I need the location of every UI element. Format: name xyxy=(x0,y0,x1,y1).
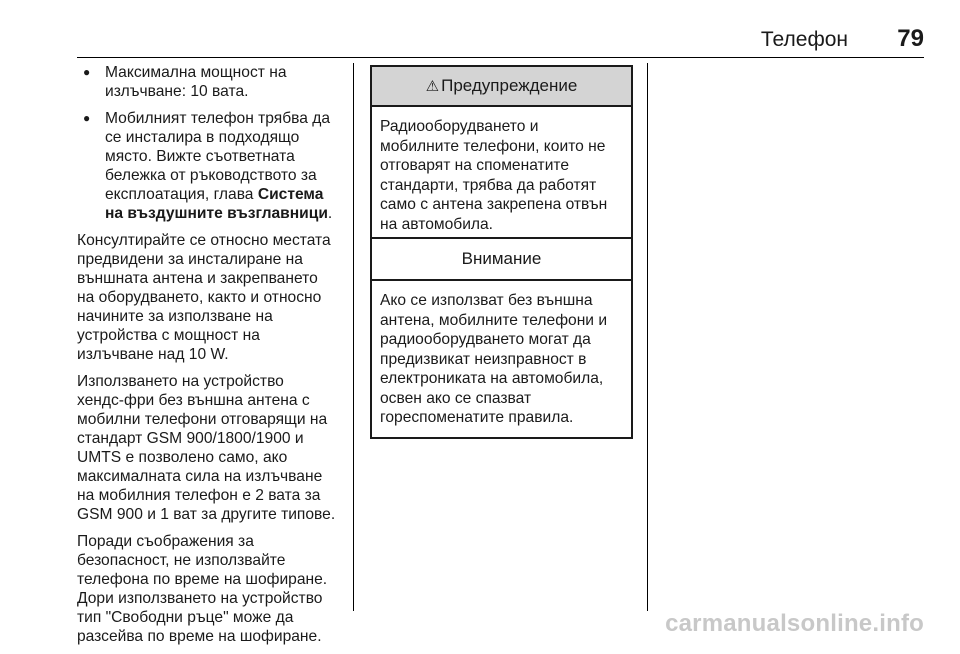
bullet-item: ● Мобилният телефон трябва да се инсталира в подходящо място. Вижте съответната бележка от ръководството за експлоатация, глава Система на въздушните възглавници. xyxy=(83,110,333,222)
warning-box-title: Предупреждение xyxy=(441,76,578,95)
paragraph: Консултирайте се относно местата предвидени за инсталиране на външната антена и закрепването на оборудването, както и относно начините за използване на устройства с мощност на излъчване над 10 W. xyxy=(77,232,331,363)
left-column xyxy=(77,63,347,654)
bullet-item: ● Максимална мощност на излъчване: 10 вата. xyxy=(83,64,287,100)
caution-box-header xyxy=(372,239,631,281)
watermark: carmanualsonline.info xyxy=(665,610,924,637)
column-divider xyxy=(353,63,354,611)
page-number: 79 xyxy=(897,25,924,52)
column-divider xyxy=(647,63,648,611)
warning-box xyxy=(370,65,633,245)
caution-box xyxy=(370,237,633,439)
header-rule xyxy=(77,57,924,58)
warning-box-header xyxy=(372,67,631,107)
page-title: Телефон xyxy=(760,28,848,51)
paragraph: Използването на устройство хендс-фри без външна антена с мобилни телефони отговарящи на стандарт GSM 900/1800/1900 и UMTS е позволено само, ако максималната сила на излъчване на мобилния телефон е 2 вата за GSM 900 и 1 ват за другите типове. xyxy=(77,373,336,523)
bullet-dot-icon: ● xyxy=(83,65,91,79)
chapter-reference-cont: на въздушните възглавници xyxy=(105,205,328,222)
chapter-reference: Система xyxy=(257,186,324,203)
warning-triangle-icon: ⚠ xyxy=(425,78,440,95)
caution-box-text: Ако се използват без външна антена, мобилните телефони и радиооборудването могат да предизвикат неизправност в електрониката на автомобила, освен ако се спазват гореспоменатите правила. xyxy=(380,292,608,426)
paragraph: Поради съображения за безопасност, не използвайте телефона по време на шофиране. Дори използването на устройство тип "Свободни ръце" може да разсейва по време на шофиране. xyxy=(77,533,328,645)
bullet-dot-icon: ● xyxy=(83,111,91,125)
warning-box-text: Радиооборудването и мобилните телефони, които не отговарят на споменатите стандарти, трябва да работят само с антена закрепена отвън на автомобила. xyxy=(380,118,608,233)
caution-box-title: Внимание xyxy=(461,249,542,268)
